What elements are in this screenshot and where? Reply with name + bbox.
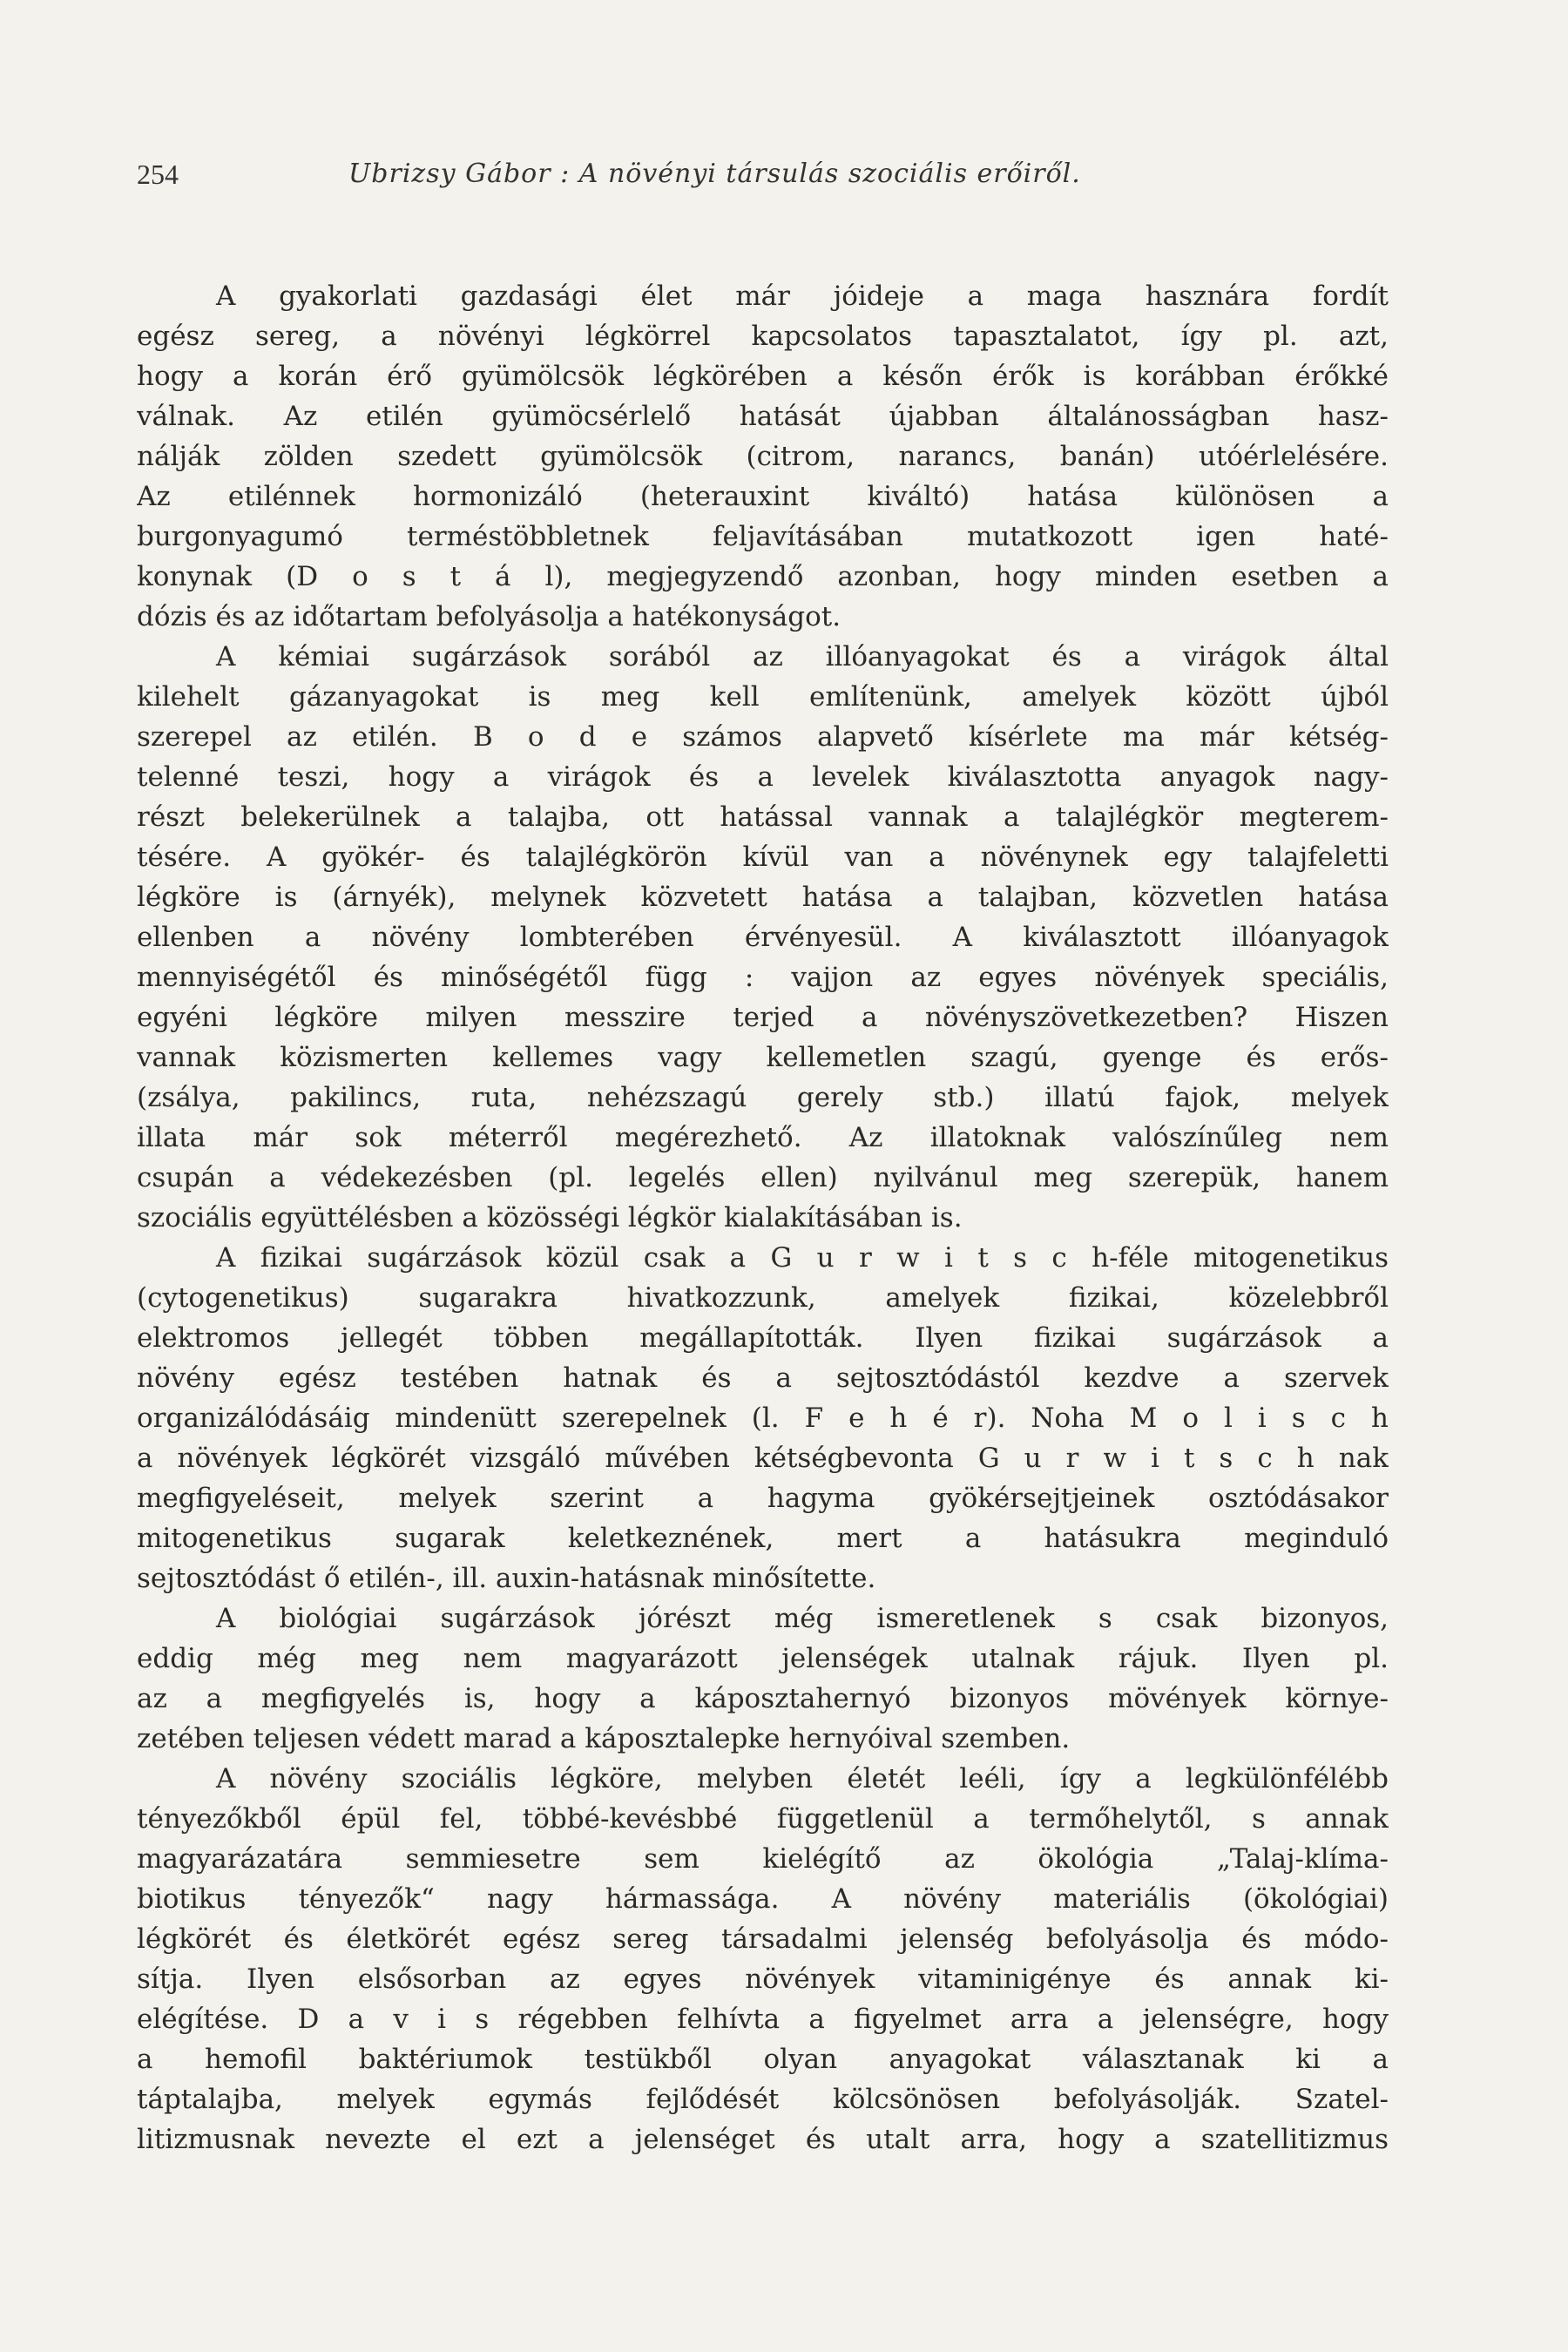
text-line: válnak. Az etilén gyümöcsérlelő hatását újabban általánosságban hasz- [137, 401, 1389, 432]
text-line: (cytogenetikus) sugarakra hivatkozzunk, amelyek fizikai, közelebbről [137, 1282, 1389, 1314]
text-line: elégítése. D a v i s régebben felhívta a figyelmet arra a jelenségre, hogy [137, 2004, 1389, 2035]
text-line: hogy a korán érő gyümölcsök légkörében a későn érők is korábban érőkké [137, 361, 1389, 392]
text-line: részt belekerülnek a talajba, ott hatással vannak a talajlégkör megterem- [137, 801, 1389, 833]
text-line: A gyakorlati gazdasági élet már jóideje a maga hasznára fordít [216, 280, 1389, 312]
text-line: szociális együttélésben a közösségi légkör kialakításában is. [137, 1202, 963, 1233]
text-line: (zsálya, pakilincs, ruta, nehézszagú gerely stb.) illatú fajok, melyek [137, 1082, 1389, 1113]
text-line: csupán a védekezésben (pl. legelés ellen) nyilvánul meg szerepük, hanem [137, 1162, 1389, 1193]
text-line: megfigyeléseit, melyek szerint a hagyma gyökérsejtjeinek osztódásakor [137, 1483, 1389, 1514]
text-line: magyarázatára semmiesetre sem kielégítő az ökológia „Talaj-klíma- [137, 1843, 1389, 1875]
text-line: burgonyagumó terméstöbbletnek feljavításában mutatkozott igen haté- [137, 521, 1389, 552]
text-line: tényezőkből épül fel, többé-kevésbbé függetlenül a termőhelytől, s annak [137, 1803, 1389, 1835]
text-line: zetében teljesen védett marad a káposztalepke hernyóival szemben. [137, 1723, 1071, 1754]
text-line: légkörét és életkörét egész sereg társadalmi jelenség befolyásolja és módo- [137, 1923, 1389, 1955]
running-title: Ubrizsy Gábor : A növényi társulás szociális erőiről. [348, 159, 1081, 189]
text-line: nálják zölden szedett gyümölcsök (citrom, narancs, banán) utóérlelésére. [137, 441, 1389, 472]
text-line: eddig még meg nem magyarázott jelenségek utalnak rájuk. Ilyen pl. [137, 1643, 1389, 1674]
text-line: táptalajba, melyek egymás fejlődését kölcsönösen befolyásolják. Szatel- [137, 2084, 1389, 2115]
text-line: sítja. Ilyen elsősorban az egyes növények vitaminigénye és annak ki- [137, 1963, 1389, 1995]
text-line: egész sereg, a növényi légkörrel kapcsolatos tapasztalatot, így pl. azt, [137, 321, 1389, 352]
text-line: vannak közismerten kellemes vagy kellemetlen szagú, gyenge és erős- [137, 1042, 1389, 1073]
text-line: A kémiai sugárzások sorából az illóanyagokat és a virágok által [216, 641, 1389, 672]
text-line: Az etilénnek hormonizáló (heterauxint kiváltó) hatása különösen a [137, 481, 1389, 512]
text-line: A fizikai sugárzások közül csak a G u r w i t s c h-féle mitogenetikus [216, 1242, 1389, 1274]
text-line: A biológiai sugárzások jórészt még ismeretlenek s csak bizonyos, [216, 1603, 1389, 1634]
text-line: egyéni légköre milyen messzire terjed a növényszövetkezetben? Hiszen [137, 1002, 1389, 1033]
text-line: kilehelt gázanyagokat is meg kell említenünk, amelyek között újból [137, 681, 1389, 713]
text-line: biotikus tényezők“ nagy hármassága. A növény materiális (ökológiai) [137, 1883, 1389, 1915]
text-line: sejtosztódást ő etilén-, ill. auxin-hatásnak minősítette. [137, 1563, 876, 1594]
text-line: mennyiségétől és minőségétől függ : vajjon az egyes növények speciális, [137, 962, 1389, 993]
text-line: A növény szociális légköre, melyben életét leéli, így a legkülönfélébb [216, 1763, 1389, 1794]
text-line: telenné teszi, hogy a virágok és a levelek kiválasztotta anyagok nagy- [137, 761, 1389, 793]
text-line: ellenben a növény lombterében érvényesül. A kiválasztott illóanyagok [137, 922, 1389, 953]
text-line: légköre is (árnyék), melynek közvetett hatása a talajban, közvetlen hatása [137, 882, 1389, 913]
text-line: szerepel az etilén. B o d e számos alapvető kísérlete ma már kétség- [137, 721, 1389, 753]
text-line: organizálódásáig mindenütt szerepelnek (l. F e h é r). Noha M o l i s c h [137, 1402, 1389, 1434]
page-header [137, 152, 1391, 196]
text-line: dózis és az időtartam befolyásolja a hatékonyságot. [137, 601, 841, 632]
text-line: konynak (D o s t á l), megjegyzendő azonban, hogy minden esetben a [137, 561, 1389, 592]
text-line: tésére. A gyökér- és talajlégkörön kívül van a növénynek egy talajfeletti [137, 841, 1389, 873]
text-line: növény egész testében hatnak és a sejtosztódástól kezdve a szervek [137, 1362, 1389, 1394]
text-line: az a megfigyelés is, hogy a káposztahernyó bizonyos mövények környe- [137, 1683, 1389, 1714]
text-line: elektromos jellegét többen megállapították. Ilyen fizikai sugárzások a [137, 1322, 1389, 1354]
page-number: 254 [137, 159, 179, 190]
text-line: a növények légkörét vizsgáló művében kétségbevonta G u r w i t s c h nak [137, 1443, 1389, 1474]
text-line: litizmusnak nevezte el ezt a jelenséget és utalt arra, hogy a szatellitizmus [137, 2124, 1389, 2155]
body-text [137, 276, 1389, 2159]
text-line: a hemofil baktériumok testükből olyan anyagokat választanak ki a [137, 2044, 1389, 2075]
text-line: mitogenetikus sugarak keletkeznének, mert a hatásukra meginduló [137, 1523, 1389, 1554]
text-line: illata már sok méterről megérezhető. Az illatoknak valószínűleg nem [137, 1122, 1389, 1153]
